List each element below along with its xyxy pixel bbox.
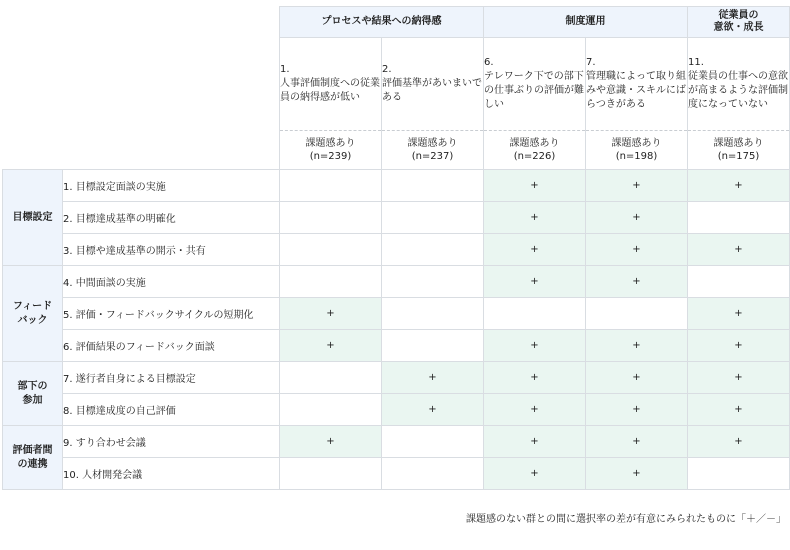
- sample-size-cell: 課題感あり (n=226): [484, 131, 586, 170]
- column-header: 2. 評価基準があいまいである: [382, 38, 484, 131]
- row-label: 5. 評価・フィードバックサイクルの短期化: [63, 298, 280, 330]
- mark-cell: +: [586, 234, 688, 266]
- mark-cell: +: [382, 362, 484, 394]
- row-label: 9. すり合わせ会議: [63, 426, 280, 458]
- mark-cell: [280, 394, 382, 426]
- mark-cell: +: [586, 458, 688, 490]
- mark-cell: +: [382, 394, 484, 426]
- mark-cell: +: [280, 426, 382, 458]
- mark-cell: [382, 266, 484, 298]
- table-row: [3, 394, 790, 426]
- group-header-operation: 制度運用: [484, 7, 688, 38]
- mark-cell: [280, 362, 382, 394]
- mark-cell: +: [484, 170, 586, 202]
- table-row: [3, 266, 790, 298]
- question-header-row: [3, 38, 790, 131]
- category-subordinate-participation: 部下の 参加: [3, 362, 63, 426]
- table-row: [3, 298, 790, 330]
- mark-cell: [382, 426, 484, 458]
- mark-cell: +: [688, 362, 790, 394]
- mark-cell: [382, 330, 484, 362]
- mark-cell: [688, 202, 790, 234]
- mark-cell: [382, 202, 484, 234]
- mark-cell: +: [484, 362, 586, 394]
- mark-cell: +: [280, 298, 382, 330]
- table-row: [3, 426, 790, 458]
- mark-cell: +: [280, 330, 382, 362]
- category-goal-setting: 目標設定: [3, 170, 63, 266]
- row-label: 10. 人材開発会議: [63, 458, 280, 490]
- mark-cell: +: [586, 266, 688, 298]
- mark-cell: +: [586, 394, 688, 426]
- mark-cell: [382, 298, 484, 330]
- mark-cell: [688, 266, 790, 298]
- table-row: [3, 458, 790, 490]
- sample-size-cell: 課題感あり (n=198): [586, 131, 688, 170]
- mark-cell: [280, 266, 382, 298]
- row-label: 7. 遂行者自身による目標設定: [63, 362, 280, 394]
- group-header-process: プロセスや結果への納得感: [280, 7, 484, 38]
- category-evaluator-coordination: 評価者間 の連携: [3, 426, 63, 490]
- mark-cell: +: [484, 394, 586, 426]
- sample-size-row: [3, 131, 790, 170]
- mark-cell: [280, 170, 382, 202]
- row-label: 4. 中間面談の実施: [63, 266, 280, 298]
- mark-cell: [382, 458, 484, 490]
- mark-cell: +: [484, 426, 586, 458]
- mark-cell: [382, 234, 484, 266]
- row-label: 8. 目標達成度の自己評価: [63, 394, 280, 426]
- category-feedback: フィード バック: [3, 266, 63, 362]
- column-header: 6. テレワーク下での部下の仕事ぶりの評価が難しい: [484, 38, 586, 131]
- row-label: 2. 目標達成基準の明確化: [63, 202, 280, 234]
- mark-cell: [688, 458, 790, 490]
- mark-cell: [484, 298, 586, 330]
- table-row: [3, 234, 790, 266]
- sample-size-cell: 課題感あり (n=239): [280, 131, 382, 170]
- mark-cell: +: [586, 330, 688, 362]
- mark-cell: +: [586, 362, 688, 394]
- mark-cell: +: [688, 394, 790, 426]
- mark-cell: +: [688, 426, 790, 458]
- mark-cell: +: [484, 458, 586, 490]
- mark-cell: +: [688, 234, 790, 266]
- group-header-row: [3, 7, 790, 38]
- mark-cell: +: [586, 426, 688, 458]
- survey-matrix-table: [2, 6, 790, 490]
- column-header: 11. 従業員の仕事への意欲が高まるような評価制度になっていない: [688, 38, 790, 131]
- mark-cell: +: [586, 170, 688, 202]
- mark-cell: +: [688, 298, 790, 330]
- mark-cell: +: [484, 202, 586, 234]
- footnote: 課題感のない群との間に選択率の差が有意にみられたものに「＋／－」: [466, 514, 786, 525]
- table-row: [3, 362, 790, 394]
- row-label: 6. 評価結果のフィードバック面談: [63, 330, 280, 362]
- mark-cell: +: [688, 170, 790, 202]
- mark-cell: +: [586, 202, 688, 234]
- mark-cell: [280, 202, 382, 234]
- column-header: 1. 人事評価制度への従業員の納得感が低い: [280, 38, 382, 131]
- mark-cell: [586, 298, 688, 330]
- sample-size-cell: 課題感あり (n=237): [382, 131, 484, 170]
- column-header: 7. 管理職によって取り組みや意識・スキルにばらつきがある: [586, 38, 688, 131]
- mark-cell: [382, 170, 484, 202]
- mark-cell: +: [484, 234, 586, 266]
- row-label: 3. 目標や達成基準の開示・共有: [63, 234, 280, 266]
- row-label: 1. 目標設定面談の実施: [63, 170, 280, 202]
- sample-size-cell: 課題感あり (n=175): [688, 131, 790, 170]
- mark-cell: [280, 458, 382, 490]
- table-row: [3, 170, 790, 202]
- mark-cell: [280, 234, 382, 266]
- group-header-motivation: 従業員の 意欲・成長: [688, 7, 790, 38]
- table-row: [3, 202, 790, 234]
- table-row: [3, 330, 790, 362]
- mark-cell: +: [484, 330, 586, 362]
- mark-cell: +: [688, 330, 790, 362]
- mark-cell: +: [484, 266, 586, 298]
